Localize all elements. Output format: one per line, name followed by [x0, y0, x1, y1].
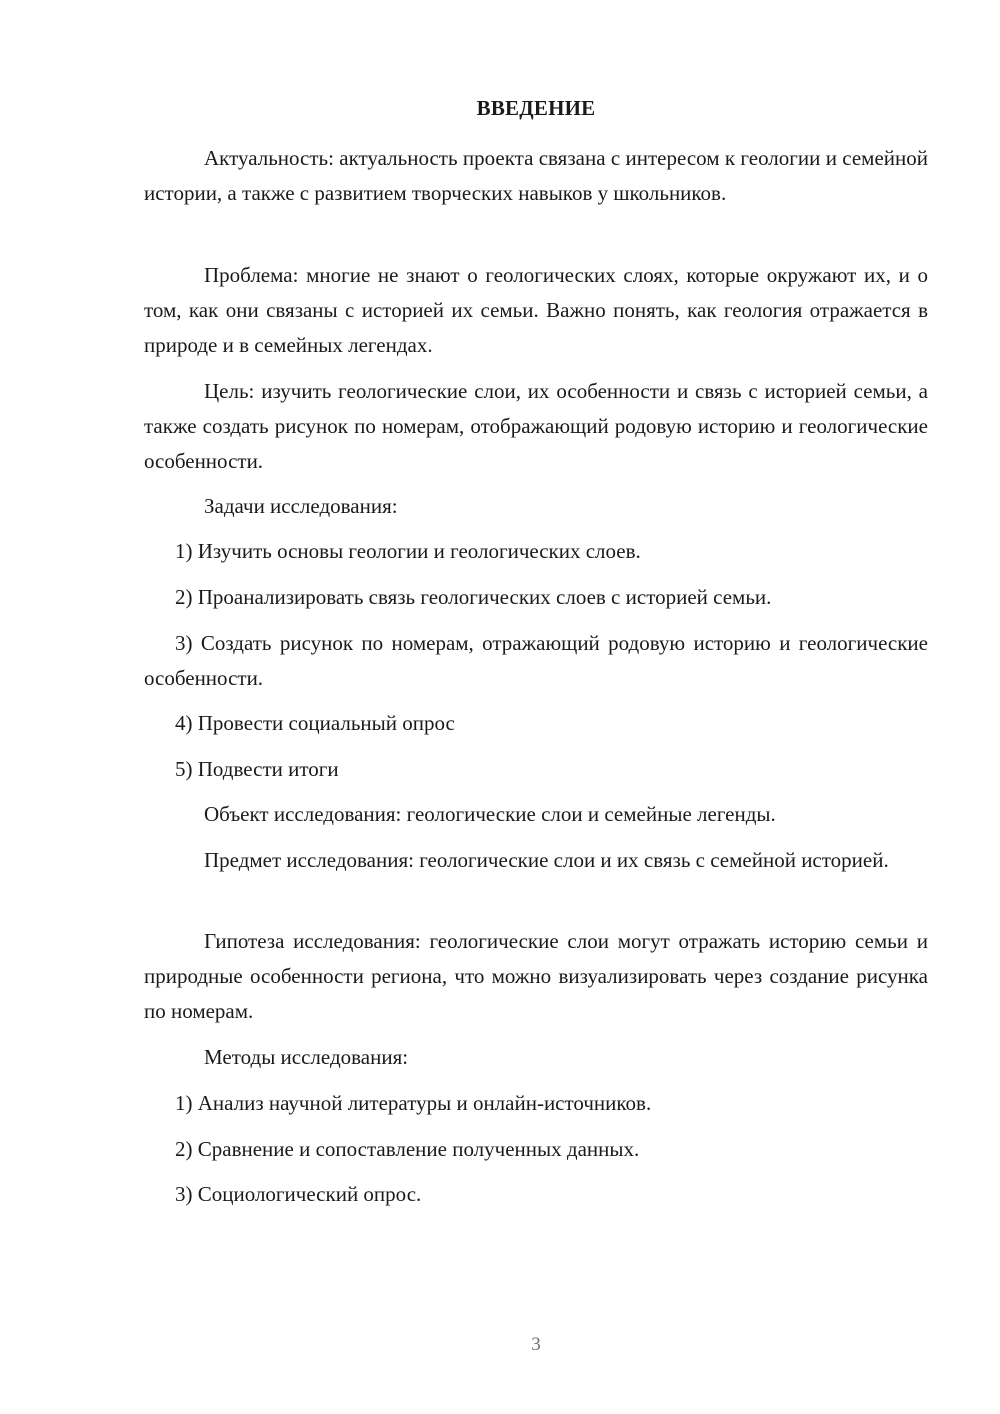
method-item-2: 2) Сравнение и сопоставление полученных данных.	[175, 1137, 640, 1161]
page-number: 3	[531, 1334, 541, 1355]
task-item-5: 5) Подвести итоги	[175, 757, 339, 781]
task-item-1: 1) Изучить основы геологии и геологических слоев.	[175, 539, 641, 563]
subject-paragraph: Предмет исследования: геологические слои и их связь с семейной историей.	[204, 848, 889, 872]
task-item-2: 2) Проанализировать связь геологических слоев с историей семьи.	[175, 585, 772, 609]
task-item-4: 4) Провести социальный опрос	[175, 711, 455, 735]
task-item-3: 3) Создать рисунок по номерам, отражающий родовую историю и геологические особенности.	[144, 631, 928, 690]
goal-paragraph: Цель: изучить геологические слои, их особенности и связь с историей семьи, а также создать рисунок по номерам, отображающий родовую историю и геологические особенности.	[144, 379, 928, 473]
problem-paragraph: Проблема: многие не знают о геологических слоях, которые окружают их, и о том, как они связаны с историей их семьи. Важно понять, как геология отражается в природе и в семейных легендах.	[144, 263, 928, 357]
method-item-3: 3) Социологический опрос.	[175, 1182, 422, 1206]
section-title: ВВЕДЕНИЕ	[476, 96, 596, 120]
methods-heading: Методы исследования:	[204, 1045, 409, 1069]
tasks-heading: Задачи исследования:	[204, 494, 398, 518]
relevance-paragraph: Актуальность: актуальность проекта связана с интересом к геологии и семейной истории, а также с развитием творческих навыков у школьников.	[144, 146, 928, 205]
hypothesis-paragraph: Гипотеза исследования: геологические слои могут отражать историю семьи и природные особенности региона, что можно визуализировать через создание рисунка по номерам.	[144, 929, 928, 1023]
object-paragraph: Объект исследования: геологические слои и семейные легенды.	[204, 802, 776, 826]
method-item-1: 1) Анализ научной литературы и онлайн-источников.	[175, 1091, 652, 1115]
